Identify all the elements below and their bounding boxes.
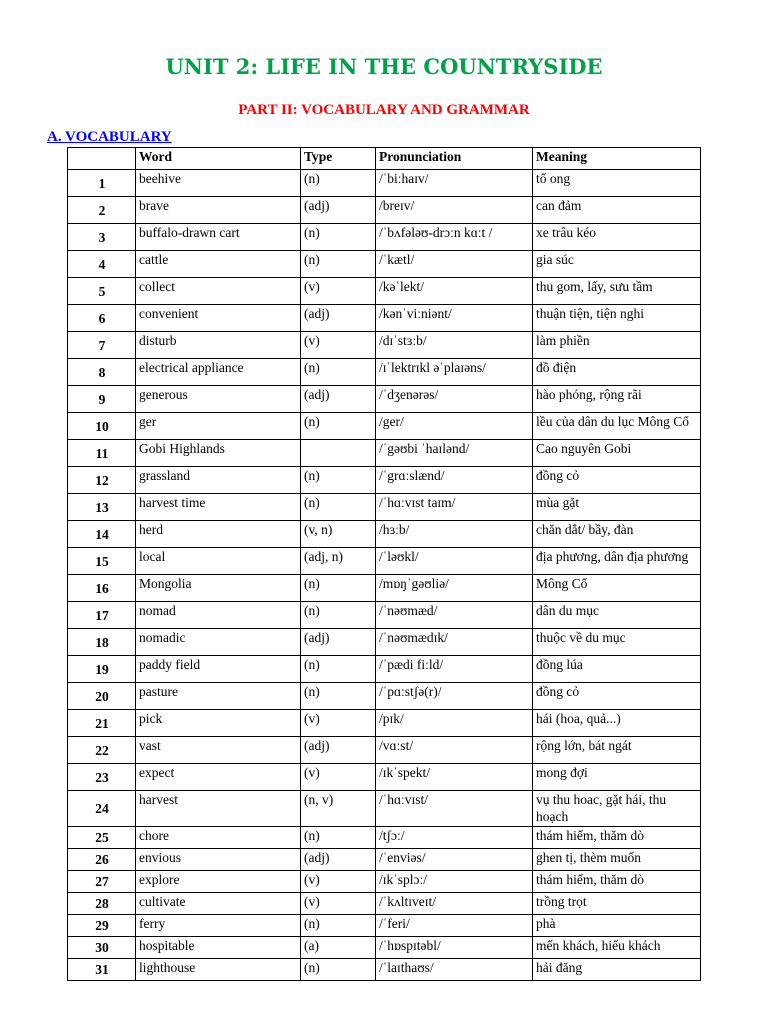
meaning-cell: thu gom, lấy, sưu tầm [533, 278, 701, 305]
pronunciation-cell: /ˈbiːhaɪv/ [376, 170, 533, 197]
header-word: Word [136, 148, 301, 170]
header-meaning: Meaning [533, 148, 701, 170]
pronunciation-cell: /ˈləʊkl/ [376, 548, 533, 575]
word-cell: explore [136, 871, 301, 893]
pronunciation-cell: /ger/ [376, 413, 533, 440]
table-row [68, 602, 701, 629]
word-cell: pick [136, 710, 301, 737]
table-row [68, 197, 701, 224]
word-cell: nomadic [136, 629, 301, 656]
table-header-row [68, 148, 701, 170]
number-cell: 15 [68, 548, 136, 575]
number-cell: 7 [68, 332, 136, 359]
pronunciation-cell: /ˈgəʊbi ˈhaɪlənd/ [376, 440, 533, 467]
pronunciation-cell: /ˈdʒenərəs/ [376, 386, 533, 413]
word-cell: lighthouse [136, 959, 301, 981]
table-row [68, 656, 701, 683]
type-cell: (v) [301, 332, 376, 359]
word-cell: collect [136, 278, 301, 305]
word-cell: Mongolia [136, 575, 301, 602]
table-row [68, 937, 701, 959]
meaning-cell: đồ điện [533, 359, 701, 386]
type-cell: (n) [301, 656, 376, 683]
type-cell: (v) [301, 764, 376, 791]
number-cell: 11 [68, 440, 136, 467]
number-cell: 22 [68, 737, 136, 764]
number-cell: 21 [68, 710, 136, 737]
pronunciation-cell: /ɪkˈsplɔː/ [376, 871, 533, 893]
meaning-cell: xe trâu kéo [533, 224, 701, 251]
word-cell: envious [136, 849, 301, 871]
table-row [68, 791, 701, 827]
meaning-cell: Cao nguyên Gobi [533, 440, 701, 467]
number-cell: 9 [68, 386, 136, 413]
meaning-cell: thuộc về du mục [533, 629, 701, 656]
meaning-cell: vụ thu hoac, gặt hái, thu hoạch [533, 791, 701, 827]
number-cell: 12 [68, 467, 136, 494]
type-cell: (v) [301, 710, 376, 737]
meaning-cell: lều của dân du lục Mông Cổ [533, 413, 701, 440]
pronunciation-cell: /ˈpædi fiːld/ [376, 656, 533, 683]
number-cell: 29 [68, 915, 136, 937]
type-cell: (adj) [301, 305, 376, 332]
number-cell: 18 [68, 629, 136, 656]
table-row [68, 386, 701, 413]
meaning-cell: hái (hoa, quả...) [533, 710, 701, 737]
type-cell: (n) [301, 494, 376, 521]
number-cell: 1 [68, 170, 136, 197]
number-cell: 6 [68, 305, 136, 332]
word-cell: Gobi Highlands [136, 440, 301, 467]
header-pronunciation: Pronunciation [376, 148, 533, 170]
word-cell: paddy field [136, 656, 301, 683]
pronunciation-cell: /ɪˈlektrɪkl əˈplaɪəns/ [376, 359, 533, 386]
meaning-cell: Mông Cổ [533, 575, 701, 602]
type-cell: (n) [301, 224, 376, 251]
type-cell: (v) [301, 278, 376, 305]
meaning-cell: chăn dắt/ bầy, đàn [533, 521, 701, 548]
type-cell: (n) [301, 413, 376, 440]
meaning-cell: thuận tiện, tiện nghi [533, 305, 701, 332]
type-cell: (n) [301, 467, 376, 494]
number-cell: 4 [68, 251, 136, 278]
header-number [68, 148, 136, 170]
number-cell: 23 [68, 764, 136, 791]
meaning-cell: rộng lớn, bát ngát [533, 737, 701, 764]
meaning-cell: làm phiền [533, 332, 701, 359]
number-cell: 2 [68, 197, 136, 224]
number-cell: 26 [68, 849, 136, 871]
number-cell: 16 [68, 575, 136, 602]
word-cell: grassland [136, 467, 301, 494]
table-row [68, 521, 701, 548]
number-cell: 19 [68, 656, 136, 683]
type-cell: (adj) [301, 737, 376, 764]
word-cell: harvest [136, 791, 301, 827]
type-cell: (v, n) [301, 521, 376, 548]
word-cell: expect [136, 764, 301, 791]
number-cell: 30 [68, 937, 136, 959]
table-row [68, 710, 701, 737]
pronunciation-cell: /ˈkætl/ [376, 251, 533, 278]
type-cell: (v) [301, 871, 376, 893]
word-cell: disturb [136, 332, 301, 359]
table-row [68, 849, 701, 871]
table-row [68, 575, 701, 602]
number-cell: 8 [68, 359, 136, 386]
word-cell: brave [136, 197, 301, 224]
table-row [68, 827, 701, 849]
meaning-cell: mến khách, hiếu khách [533, 937, 701, 959]
word-cell: generous [136, 386, 301, 413]
word-cell: local [136, 548, 301, 575]
word-cell: convenient [136, 305, 301, 332]
table-row [68, 170, 701, 197]
table-row [68, 332, 701, 359]
number-cell: 25 [68, 827, 136, 849]
vocabulary-table [67, 147, 701, 981]
pronunciation-cell: /ˈgrɑːslænd/ [376, 467, 533, 494]
number-cell: 27 [68, 871, 136, 893]
meaning-cell: mong đợi [533, 764, 701, 791]
table-row [68, 871, 701, 893]
table-row [68, 764, 701, 791]
table-row [68, 278, 701, 305]
word-cell: herd [136, 521, 301, 548]
table-row [68, 683, 701, 710]
type-cell [301, 440, 376, 467]
pronunciation-cell: /ˈhɑːvɪst taɪm/ [376, 494, 533, 521]
pronunciation-cell: /ˈnəʊmædɪk/ [376, 629, 533, 656]
meaning-cell: địa phương, dân địa phương [533, 548, 701, 575]
header-type: Type [301, 148, 376, 170]
meaning-cell: đồng lúa [533, 656, 701, 683]
word-cell: harvest time [136, 494, 301, 521]
table-row [68, 359, 701, 386]
pronunciation-cell: /ˈnəʊmæd/ [376, 602, 533, 629]
table-row [68, 548, 701, 575]
word-cell: buffalo-drawn cart [136, 224, 301, 251]
type-cell: (a) [301, 937, 376, 959]
word-cell: beehive [136, 170, 301, 197]
table-row [68, 959, 701, 981]
table-body [68, 170, 701, 981]
pronunciation-cell: /hɜːb/ [376, 521, 533, 548]
type-cell: (n, v) [301, 791, 376, 827]
meaning-cell: hào phóng, rộng rãi [533, 386, 701, 413]
type-cell: (n) [301, 602, 376, 629]
table-row [68, 305, 701, 332]
pronunciation-cell: /kənˈviːniənt/ [376, 305, 533, 332]
word-cell: nomad [136, 602, 301, 629]
type-cell: (adj, n) [301, 548, 376, 575]
pronunciation-cell: /ˈkʌltɪveɪt/ [376, 893, 533, 915]
pronunciation-cell: /pɪk/ [376, 710, 533, 737]
pronunciation-cell: /breɪv/ [376, 197, 533, 224]
part-heading: PART II: VOCABULARY AND GRAMMAR [238, 102, 530, 118]
pronunciation-cell: /kəˈlekt/ [376, 278, 533, 305]
number-cell: 5 [68, 278, 136, 305]
word-cell: cultivate [136, 893, 301, 915]
type-cell: (n) [301, 959, 376, 981]
type-cell: (n) [301, 915, 376, 937]
pronunciation-cell: /ˈhɒspɪtəbl/ [376, 937, 533, 959]
pronunciation-cell: /mɒŋˈgəʊliə/ [376, 575, 533, 602]
table-row [68, 494, 701, 521]
meaning-cell: can đảm [533, 197, 701, 224]
table-row [68, 413, 701, 440]
type-cell: (n) [301, 359, 376, 386]
meaning-cell: trồng trọt [533, 893, 701, 915]
number-cell: 14 [68, 521, 136, 548]
meaning-cell: thám hiểm, thăm dò [533, 871, 701, 893]
type-cell: (n) [301, 170, 376, 197]
pronunciation-cell: /vɑːst/ [376, 737, 533, 764]
number-cell: 13 [68, 494, 136, 521]
word-cell: electrical appliance [136, 359, 301, 386]
type-cell: (v) [301, 893, 376, 915]
meaning-cell: phà [533, 915, 701, 937]
word-cell: chore [136, 827, 301, 849]
word-cell: hospitable [136, 937, 301, 959]
meaning-cell: gia súc [533, 251, 701, 278]
meaning-cell: mùa gặt [533, 494, 701, 521]
word-cell: pasture [136, 683, 301, 710]
meaning-cell: hải đăng [533, 959, 701, 981]
meaning-cell: thám hiểm, thăm dò [533, 827, 701, 849]
pronunciation-cell: /ˈenviəs/ [376, 849, 533, 871]
table-row [68, 737, 701, 764]
document-title: UNIT 2: LIFE IN THE COUNTRYSIDE [165, 54, 603, 79]
pronunciation-cell: /tʃɔː/ [376, 827, 533, 849]
meaning-cell: dân du mục [533, 602, 701, 629]
number-cell: 3 [68, 224, 136, 251]
word-cell: vast [136, 737, 301, 764]
table-row [68, 629, 701, 656]
word-cell: ferry [136, 915, 301, 937]
type-cell: (n) [301, 251, 376, 278]
type-cell: (adj) [301, 629, 376, 656]
pronunciation-cell: /ˈbʌfələʊ-drɔːn kɑːt / [376, 224, 533, 251]
word-cell: ger [136, 413, 301, 440]
section-heading: A. VOCABULARY [47, 129, 172, 145]
number-cell: 17 [68, 602, 136, 629]
type-cell: (adj) [301, 849, 376, 871]
number-cell: 10 [68, 413, 136, 440]
pronunciation-cell: /ˈlaɪthaʊs/ [376, 959, 533, 981]
number-cell: 24 [68, 791, 136, 827]
type-cell: (adj) [301, 386, 376, 413]
pronunciation-cell: /dɪˈstɜːb/ [376, 332, 533, 359]
pronunciation-cell: /ˈhɑːvɪst/ [376, 791, 533, 827]
type-cell: (adj) [301, 197, 376, 224]
meaning-cell: đồng cỏ [533, 467, 701, 494]
type-cell: (n) [301, 683, 376, 710]
table-row [68, 440, 701, 467]
pronunciation-cell: /ˈpɑːstʃə(r)/ [376, 683, 533, 710]
table-row [68, 224, 701, 251]
table-row [68, 915, 701, 937]
meaning-cell: đồng cỏ [533, 683, 701, 710]
table-row [68, 467, 701, 494]
pronunciation-cell: /ɪkˈspekt/ [376, 764, 533, 791]
word-cell: cattle [136, 251, 301, 278]
meaning-cell: ghen tị, thèm muốn [533, 849, 701, 871]
pronunciation-cell: /ˈferi/ [376, 915, 533, 937]
table-row [68, 893, 701, 915]
meaning-cell: tổ ong [533, 170, 701, 197]
number-cell: 28 [68, 893, 136, 915]
number-cell: 20 [68, 683, 136, 710]
type-cell: (n) [301, 575, 376, 602]
table-row [68, 251, 701, 278]
type-cell: (n) [301, 827, 376, 849]
number-cell: 31 [68, 959, 136, 981]
